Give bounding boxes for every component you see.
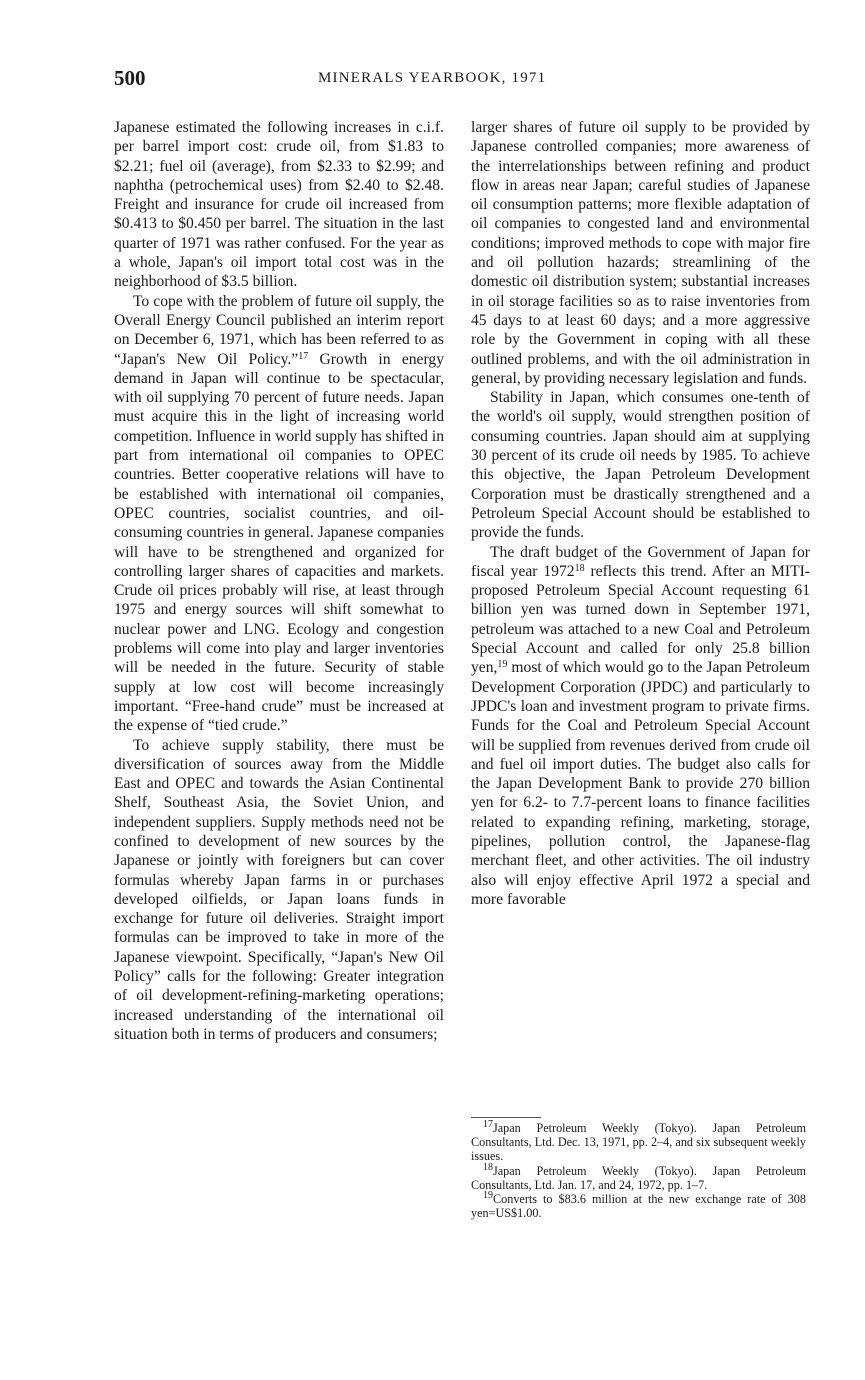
- footnote-ref: 19: [497, 659, 508, 671]
- paragraph: [471, 543, 810, 910]
- paragraph: larger shares of future oil supply to be provided by Japanese controlled companies; more awareness of the interrelationships between refining and product flow in areas near Japan; careful studies of Japanese oil consumption patterns; more flexible adaptation of oil companies to congested land and environmental conditions; improved methods to cope with major fire and oil pollution hazards; streamlining of the domestic oil distribution system; substantial increases in oil storage facilities so as to raise inventories from 45 days to at least 60 days; and a more aggressive role by the Government in coping with all these outlined problems, and with the oil administration in general, by providing necessary legislation and funds.: [471, 119, 810, 387]
- footnote-ref: 17: [298, 350, 309, 362]
- footnote: [471, 1161, 806, 1192]
- right-column: [471, 118, 810, 909]
- paragraph-text: reflects this trend. After an MITI-proposed Petroleum Special Account requesting 61 billion yen was turned down in September 1971, petroleum was attached to a new Coal and Petroleum Special Account and called for only 25.8 billion yen,: [471, 562, 810, 677]
- paragraph-text: To cope with the problem of future oil supply, the Overall Energy Council published an interim report on December 6, 1971, which has been referred to as “Japan's New Oil Policy.”: [114, 292, 444, 368]
- footnote-ref: 18: [574, 562, 585, 574]
- footnotes: [471, 1121, 806, 1220]
- footnote-number: 19: [483, 1190, 493, 1202]
- paragraph-text: Growth in energy demand in Japan will continue to be spectacular, with oil supplying 70 percent of future needs. Japan must acquire this in the light of increasing world competition. Influence in world supply has shifted in part from international oil companies to OPEC countries. Better cooperative relations will have to be established with international oil companies, OPEC countries, socialist countries, and oil-consuming countries in general. Japanese companies will have to be strengthened and organized for controlling larger shares of capacities and markets. Crude oil prices probably will rise, at least through 1975 and energy sources will shift somewhat to nuclear power and LNG. Ecology and congestion problems will come into play and larger inventories will be needed in the future. Security of stable supply at low cost will become increasingly important. “Free-hand crude” must be increased at the expense of “tied crude.”: [114, 350, 445, 735]
- footnote-text: Japan Petroleum Weekly (Tokyo). Japan Petroleum Consultants, Ltd. Dec. 13, 1971, pp. 2–4, and six subsequent weekly issues.: [471, 1121, 806, 1164]
- page-number: 500: [114, 66, 146, 90]
- footnote-text: Japan Petroleum Weekly (Tokyo). Japan Petroleum Consultants, Ltd. Jan. 17, and 24, 1972, pp. 1–7.: [471, 1163, 806, 1192]
- paragraph: [114, 292, 444, 736]
- paragraph: Stability in Japan, which consumes one-tenth of the world's oil supply, would strengthen position of consuming countries. Japan should aim at supplying 30 percent of its crude oil needs by 1985. To achieve this objective, the Japan Petroleum Development Corporation must be drastically strengthened and a Petroleum Special Account should be established to provide the funds.: [471, 389, 810, 542]
- paragraph: To achieve supply stability, there must be diversification of sources away from the Middle East and OPEC and towards the Asian Continental Shelf, Southeast Asia, the Soviet Union, and independent suppliers. Supply methods need not be confined to development of new sources by the Japanese or jointly with foreigners but can cover formulas whereby Japan farms in or purchases developed oilfields, or Japan loans funds in exchange for future oil deliveries. Straight import formulas can be improved to take in more of the Japanese viewpoint. Specifically, “Japan's New Oil Policy” calls for the following: Greater integration of oil development-refining-marketing operations; increased understanding of the international oil situation both in terms of producers and consumers;: [114, 736, 444, 1043]
- running-title: MINERALS YEARBOOK, 1971: [318, 70, 547, 86]
- footnote-number: 17: [483, 1119, 493, 1130]
- footnote: [471, 1192, 806, 1220]
- footnote-divider: [471, 1117, 541, 1118]
- paragraph: Japanese estimated the following increases in c.i.f. per barrel import cost: crude oil, from $1.83 to $2.21; fuel oil (average), from $2.33 to $2.99; and naphtha (petrochemical uses) from $2.40 to $2.48. Freight and insurance for crude oil increased from $0.413 to $0.450 per barrel. The situation in the last quarter of 1971 was rather confused. For the year as a whole, Japan's oil import total cost was in the neighborhood of $3.5 billion.: [114, 119, 444, 291]
- footnote-text: Converts to $83.6 million at the new exchange rate of 308 yen=US$1.00.: [471, 1192, 806, 1221]
- footnote-number: 18: [483, 1161, 493, 1173]
- paragraph-text: most of which would go to the Japan Petroleum Development Corporation (JPDC) and particularly to JPDC's loan and investment program to private firms. Funds for the Coal and Petroleum Special Account will be supplied from revenues derived from crude oil and fuel oil import duties. The budget also calls for the Japan Development Bank to provide 270 billion yen for 6.2- to 7.7-percent loans to finance facilities related to expanding refining, marketing, storage, pipelines, pollution control, the Japanese-flag merchant fleet, and other activities. The oil industry also will enjoy effective April 1972 a special and more favorable: [471, 659, 810, 908]
- left-column: [114, 118, 444, 1044]
- paragraph-text: The draft budget of the Government of Japan for fiscal year 1972: [471, 543, 810, 580]
- footnote: [471, 1121, 806, 1164]
